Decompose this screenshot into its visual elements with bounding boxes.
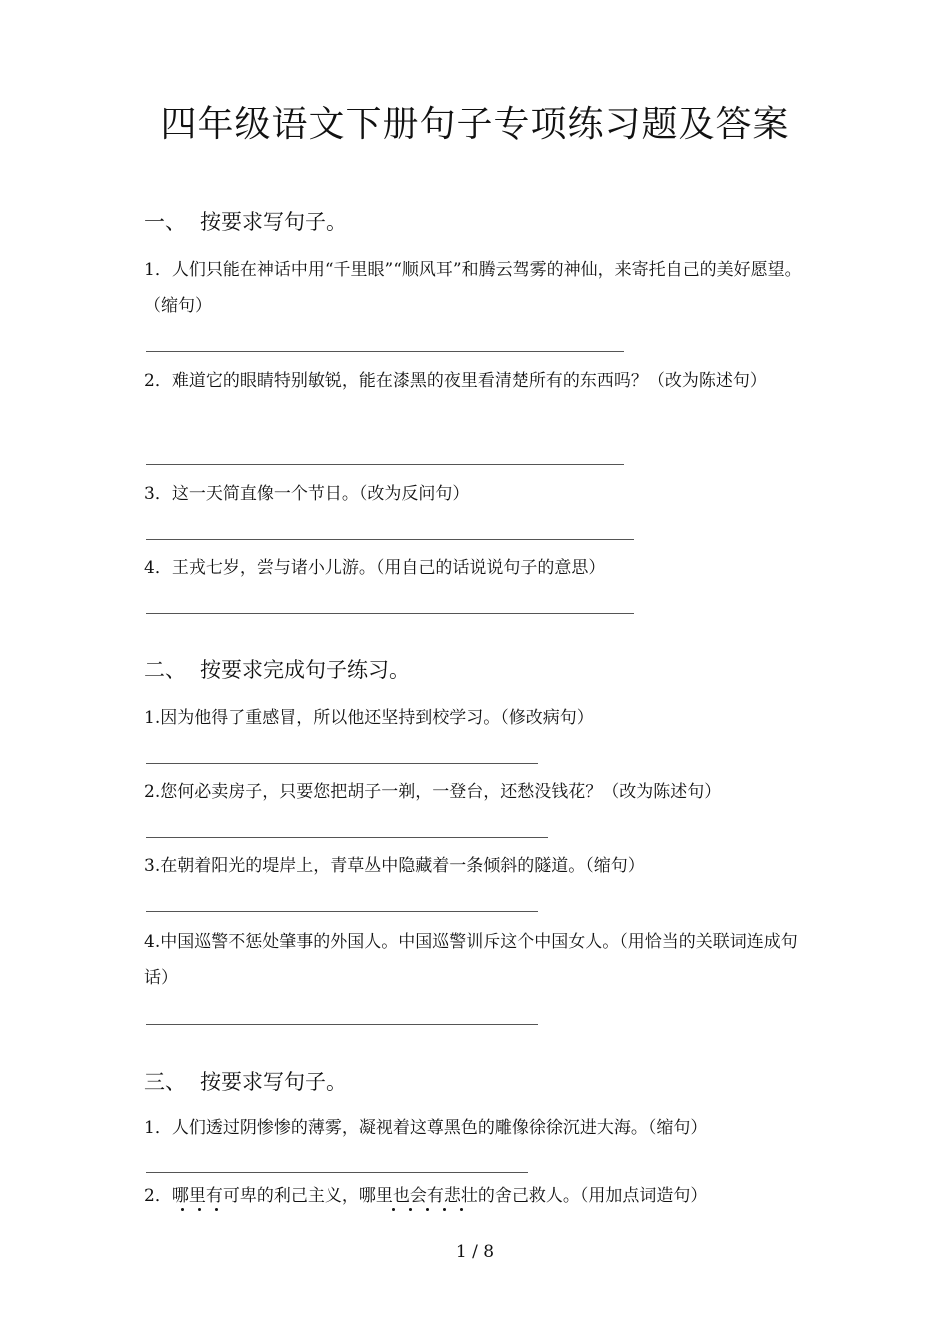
section-2-question-3: 3.在朝着阳光的堤岸上，青草丛中隐藏着一条倾斜的隧道。（缩句） [144, 856, 645, 876]
section-2-number: 二、 [144, 658, 186, 682]
answer-line[interactable] [146, 464, 624, 465]
section-2-heading [144, 655, 410, 685]
answer-line[interactable] [146, 1024, 538, 1025]
section-2-question-2: 2.您何必卖房子，只要您把胡子一剃，一登台，还愁没钱花？（改为陈述句） [144, 782, 722, 802]
section-3-question-2: 2．哪里有可卑的利己主义，哪里也会有悲壮的舍己救人。（用加点词造句） [144, 1186, 708, 1206]
document-title: 四年级语文下册句子专项练习题及答案 [160, 104, 790, 145]
emphasis-dot [215, 1208, 218, 1211]
section-1-question-1: 1．人们只能在神话中用“千里眼”“顺风耳”和腾云驾雾的神仙，来寄托自己的美好愿望。（缩句） [144, 260, 802, 316]
section-1-number: 一、 [144, 210, 186, 234]
section-1-question-4: 4．王戎七岁，尝与诸小儿游。（用自己的话说说句子的意思） [144, 558, 606, 578]
section-2-question-4: 4.中国巡警不惩处肇事的外国人。中国巡警训斥这个中国女人。（用恰当的关联词连成句话） [144, 932, 798, 988]
answer-line[interactable] [146, 911, 538, 912]
section-1-title: 按要求写句子。 [200, 210, 347, 234]
answer-line[interactable] [146, 613, 634, 614]
emphasis-dot [181, 1208, 184, 1211]
section-3-title: 按要求写句子。 [200, 1070, 347, 1094]
emphasis-dot [426, 1208, 429, 1211]
section-2-question-1: 1.因为他得了重感冒，所以他还坚持到校学习。（修改病句） [144, 708, 594, 728]
answer-line[interactable] [146, 539, 634, 540]
answer-line[interactable] [146, 1172, 528, 1173]
section-1-heading [144, 207, 347, 237]
emphasis-dot [392, 1208, 395, 1211]
section-3-number: 三、 [144, 1070, 186, 1094]
answer-line[interactable] [146, 763, 538, 764]
section-3-question-1: 1．人们透过阴惨惨的薄雾，凝视着这尊黑色的雕像徐徐沉进大海。（缩句） [144, 1118, 708, 1138]
emphasis-dots [0, 1208, 950, 1214]
emphasis-dot [460, 1208, 463, 1211]
emphasis-dot [409, 1208, 412, 1211]
emphasis-dot [443, 1208, 446, 1211]
page-number: 1 / 8 [455, 1242, 495, 1262]
section-3-heading [144, 1067, 347, 1097]
section-1-question-3: 3．这一天简直像一个节日。（改为反问句） [144, 484, 470, 504]
emphasis-dot [198, 1208, 201, 1211]
answer-line[interactable] [146, 351, 624, 352]
section-2-title: 按要求完成句子练习。 [200, 658, 410, 682]
answer-line[interactable] [146, 837, 548, 838]
section-1-question-2: 2．难道它的眼睛特别敏锐，能在漆黑的夜里看清楚所有的东西吗？（改为陈述句） [144, 371, 767, 391]
